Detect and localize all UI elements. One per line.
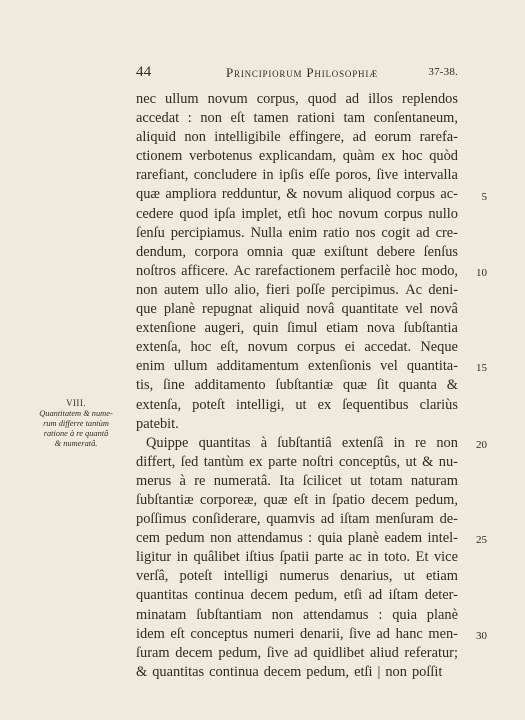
text-word: cedere (136, 205, 174, 222)
text-word: non (200, 110, 222, 127)
text-word: alio, (234, 281, 260, 298)
text-line (136, 281, 458, 300)
text-word: quia (317, 530, 343, 547)
text-word: & (422, 453, 434, 470)
text-word: eſt (293, 491, 309, 508)
text-word: novum (207, 91, 248, 107)
text-word: ad (376, 625, 390, 642)
text-word: & (286, 186, 298, 203)
text-word: etſi (354, 663, 373, 680)
text-word: in (176, 549, 188, 566)
text-word: pedum, (294, 587, 338, 604)
margin-note-line: Quantitatem & nume- (39, 409, 113, 418)
text-word: Et (415, 549, 429, 566)
text-line (136, 529, 458, 548)
text-word: poſſe (296, 281, 325, 298)
text-word: etiam (326, 320, 359, 337)
text-word: in (262, 167, 274, 184)
line-number: 5 (481, 190, 487, 203)
text-word: augeri, (204, 320, 245, 337)
text-word: vice (433, 549, 458, 566)
text-word: : (187, 110, 192, 127)
text-word: eſt (230, 110, 245, 127)
text-word: non (385, 663, 407, 680)
text-word: ſimul (287, 320, 318, 337)
text-line (136, 644, 458, 663)
text-word: patebit. (136, 415, 179, 432)
text-line (136, 262, 458, 281)
text-word: rarefactionem (255, 262, 336, 279)
text-word: nec (136, 91, 156, 107)
text-line (136, 128, 458, 147)
text-word: differt, (136, 453, 176, 470)
text-word: extenſione (136, 320, 196, 337)
text-word: pedum (165, 530, 205, 547)
text-word: noſtri (302, 453, 334, 470)
text-word: redduntur, (221, 186, 281, 203)
text-word: illos (368, 91, 393, 107)
text-word: quidlibet (313, 644, 365, 661)
line-number: 25 (476, 534, 487, 547)
text-word: ſine (163, 377, 185, 394)
text-word: eadem (384, 530, 423, 547)
text-word: poſſit (411, 663, 443, 680)
text-word: ſequentibus (342, 396, 409, 413)
text-word: etſi (343, 587, 363, 604)
text-word: idem (136, 625, 165, 642)
text-word: totam (369, 472, 403, 489)
text-word: Ac (405, 281, 423, 298)
text-word: intelligi, (235, 396, 285, 413)
text-line (136, 185, 458, 204)
text-word: additamentum (216, 358, 299, 375)
text-word: Neque (420, 339, 458, 356)
section-reference: 37-38. (428, 66, 458, 78)
text-word: ſenſu (136, 224, 165, 241)
text-word: aliquid (259, 301, 300, 318)
text-word: novum (338, 205, 379, 222)
text-word: ipſa (213, 205, 236, 222)
text-line (136, 415, 458, 434)
text-word: ac (349, 549, 362, 566)
text-word: in (314, 491, 326, 508)
text-word: numerus (279, 568, 329, 585)
text-word: perfacilè (340, 262, 391, 279)
text-word: ſubſtantiæ (275, 377, 334, 394)
text-word: effingere, (288, 129, 345, 146)
text-line (136, 663, 458, 682)
text-word: rationi (297, 110, 335, 127)
text-word: re (414, 434, 427, 451)
text-word: ſubſtantia (403, 320, 458, 337)
text-word: quantita- (406, 358, 458, 375)
text-word: quantitas (152, 663, 205, 680)
text-word: rarefa- (419, 129, 458, 146)
text-word: eſt, (220, 339, 239, 356)
text-word: continua (209, 663, 259, 680)
text-word: à (260, 434, 268, 451)
text-word: cem (136, 530, 160, 547)
text-word: numeratâ. (213, 472, 271, 489)
text-word: quæ (342, 377, 367, 394)
text-word: numeri (253, 625, 295, 642)
text-word: ſit (376, 377, 389, 394)
text-word: ex (249, 453, 263, 470)
text-word: ſpatio (332, 491, 365, 508)
text-word: corporeæ, (199, 491, 258, 508)
text-word: ut (350, 472, 362, 489)
text-word: ut (403, 568, 415, 585)
text-line (136, 567, 458, 586)
text-word: non (136, 281, 158, 298)
text-word: verbotenus (189, 148, 253, 165)
text-word: : (378, 606, 383, 623)
text-word: | (377, 663, 381, 680)
text-word: denarii, (299, 625, 344, 642)
text-word: de- (439, 511, 458, 528)
text-word: nu- (438, 453, 458, 470)
line-number: 20 (476, 438, 487, 451)
text-word: eſt (170, 625, 185, 642)
text-word: conceptûs, (338, 453, 401, 470)
text-word: ad (352, 129, 367, 146)
text-word: repugnat (202, 301, 253, 318)
text-word: ſuram (136, 644, 170, 661)
text-word: poros, (335, 167, 372, 184)
text-word: ſenſus (423, 243, 458, 260)
text-line (136, 586, 458, 605)
text-word: in (367, 549, 379, 566)
text-word: extenſionis (307, 358, 372, 375)
text-word: exiſtunt (324, 243, 369, 260)
text-word: quæ (136, 186, 160, 203)
text-word: tantùm (203, 453, 244, 470)
text-word: non (271, 606, 294, 623)
text-word: novum (247, 339, 288, 356)
text-word: parte (268, 453, 297, 470)
text-word: deter- (424, 587, 458, 604)
text-word: aliquid (136, 129, 176, 146)
text-word: hoc (401, 148, 423, 165)
text-word: intelligibile (214, 129, 281, 146)
text-word: novâ (429, 301, 458, 318)
text-word: deni- (428, 281, 458, 298)
text-word: quanta (398, 377, 437, 394)
text-word: quin (252, 320, 279, 337)
text-word: pedum, (218, 644, 262, 661)
running-title: Principiorum Philosophiæ (226, 65, 378, 80)
text-word: nova (366, 320, 395, 337)
text-line (136, 434, 458, 453)
text-word: accedat (136, 110, 180, 127)
text-word: ratio (323, 224, 350, 241)
text-word: vel (405, 301, 423, 318)
text-word: & (446, 377, 458, 394)
text-word: ad (368, 587, 383, 604)
text-word: corpus (396, 186, 436, 203)
text-word: naturam (410, 472, 458, 489)
text-word: afficere. (181, 262, 229, 279)
text-word: ſed (180, 453, 199, 470)
text-word: quàm (342, 148, 375, 165)
text-word: quæ (291, 243, 316, 260)
text-word: quantitate (341, 301, 399, 318)
text-word: omnia (247, 243, 284, 260)
text-word: extenſâ (341, 434, 384, 451)
text-word: tamen (253, 110, 289, 127)
text-word: intelligi (223, 568, 269, 585)
text-word: attendamus (237, 530, 303, 547)
text-word: non (184, 129, 206, 146)
text-word: debere (376, 243, 416, 260)
text-line (136, 338, 458, 357)
text-word: ad (345, 91, 360, 107)
text-word: Ac (233, 262, 251, 279)
text-word: explicandam, (258, 148, 337, 165)
text-word: toto. (384, 549, 411, 566)
text-word: extenſa, (136, 396, 182, 413)
text-word: ſubſtantiam (196, 606, 262, 623)
text-word: quantitas (136, 587, 188, 604)
text-word: ſive (376, 167, 399, 184)
line-number: 10 (476, 266, 487, 279)
text-line (136, 109, 458, 128)
text-word: ctionem (136, 148, 183, 165)
text-word: ullo (205, 281, 228, 298)
margin-note-line: rum differre tantùm (43, 419, 109, 428)
text-word: corpus (297, 339, 336, 356)
text-line (136, 166, 458, 185)
text-line (136, 319, 458, 338)
text-line (136, 453, 458, 472)
margin-note-line: ratione à re quantâ (43, 429, 109, 438)
text-word: ligitur (136, 549, 172, 566)
text-word: poſſimus (136, 511, 187, 528)
text-word: pedum, (415, 491, 458, 508)
text-word: poteſt (179, 568, 213, 585)
text-line (136, 147, 458, 166)
line-number: 15 (476, 362, 487, 375)
text-word: non (210, 530, 232, 547)
margin-note-numeral: VIII. (66, 398, 86, 408)
text-word: quæ (263, 491, 288, 508)
text-word: re (194, 472, 206, 489)
margin-note-line: & numeratâ. (54, 439, 98, 448)
text-line (136, 243, 458, 262)
text-word: ac- (440, 186, 458, 203)
text-word: men- (428, 625, 458, 642)
text-line (136, 548, 458, 567)
text-word: tam (343, 110, 366, 127)
text-word: enim (136, 358, 165, 375)
text-line (136, 606, 458, 625)
text-word: ad (320, 511, 335, 528)
text-word: replendos (402, 91, 458, 107)
text-word: ſpatii (279, 549, 310, 566)
text-word: fieri (265, 281, 290, 298)
text-word: Quippe (146, 434, 189, 451)
text-word: corpus (384, 205, 423, 222)
text-word: attendamus (302, 606, 369, 623)
text-word: ad (416, 224, 430, 241)
text-line (136, 376, 458, 395)
text-word: ex (381, 148, 396, 165)
text-word: conſiderare, (192, 511, 261, 528)
text-line (136, 396, 458, 415)
text-word: planè (347, 530, 380, 547)
text-word: poteſt (192, 396, 225, 413)
text-word: nullo (428, 205, 458, 222)
text-word: ad (294, 644, 308, 661)
text-word: concludere (193, 167, 257, 184)
text-word: aliquod (348, 186, 392, 203)
text-word: ſubſtantiæ (136, 491, 194, 508)
text-word: que (136, 301, 157, 318)
text-word: in (393, 434, 405, 451)
text-word: Ita (279, 472, 295, 489)
text-word: quod (307, 91, 337, 107)
text-word: noſtros (136, 262, 176, 279)
text-word: implet, (241, 205, 282, 222)
text-word: extenſa, (136, 339, 182, 356)
text-word: hoc (395, 262, 417, 279)
page-header (136, 64, 458, 84)
text-word: eorum (374, 129, 412, 146)
text-word: quod (179, 205, 209, 222)
text-word: novum (302, 186, 343, 203)
text-word: cre- (435, 224, 458, 241)
text-word: quantitas (198, 434, 251, 451)
text-word: ullum (173, 358, 208, 375)
text-line (136, 90, 458, 109)
text-word: eſſe (309, 167, 331, 184)
text-word: Nulla (250, 224, 283, 241)
text-line (136, 357, 458, 376)
text-word: percipiamus. (170, 224, 245, 241)
text-word: percipimus. (331, 281, 399, 298)
text-word: ex (317, 396, 332, 413)
text-word: corpora (194, 243, 239, 260)
text-word: rarefiant, (136, 167, 189, 184)
text-word: cogit (381, 224, 411, 241)
text-word: decem (371, 491, 409, 508)
text-word: ut (295, 396, 307, 413)
text-word: ei (344, 339, 356, 356)
line-number: 30 (476, 629, 487, 642)
text-word: iſtam (388, 587, 419, 604)
text-line (136, 625, 458, 644)
text-word: iſtam (340, 511, 370, 528)
text-word: ſcilicet (302, 472, 342, 489)
text-word: corpus, (256, 91, 299, 107)
text-word: verſâ, (136, 568, 169, 585)
text-word: quamvis (266, 511, 315, 528)
text-word: & (136, 663, 148, 680)
text-line (136, 510, 458, 529)
text-word: nos (355, 224, 376, 241)
page-number: 44 (136, 64, 152, 80)
text-word: referatur; (404, 644, 458, 661)
text-word: non (436, 434, 458, 451)
text-line (136, 472, 458, 491)
text-word: additamento (194, 377, 266, 394)
text-word: parte (314, 549, 344, 566)
text-word: ſive (266, 644, 289, 661)
text-word: hoc (311, 205, 333, 222)
text-word: accedat. (364, 339, 412, 356)
text-word: hoc (190, 339, 212, 356)
text-word: iſtius (245, 549, 275, 566)
text-word: decem (175, 644, 213, 661)
text-line (136, 205, 458, 224)
margin-note (26, 398, 126, 449)
text-word: etſi (287, 205, 306, 222)
text-word: intel- (427, 530, 458, 547)
text-word: conceptus (190, 625, 248, 642)
text-word: ſubſtantiâ (277, 434, 332, 451)
text-word: quâlibet (193, 549, 240, 566)
text-word: à (179, 472, 186, 489)
text-word: novâ (306, 301, 335, 318)
text-word: vel (380, 358, 398, 375)
text-line (136, 224, 458, 243)
text-word: hanc (395, 625, 423, 642)
text-word: dendum, (136, 243, 186, 260)
text-word: decem (250, 587, 289, 604)
text-word: ſive (349, 625, 371, 642)
text-word: ullum (165, 91, 199, 107)
text-word: menſuram (375, 511, 434, 528)
text-word: continua (194, 587, 244, 604)
text-word: quòd (429, 148, 458, 165)
text-word: tis, (136, 377, 154, 394)
text-word: ut (405, 453, 417, 470)
text-word: autem (163, 281, 200, 298)
text-word: quia (392, 606, 417, 623)
text-word: enim (288, 224, 318, 241)
text-line (136, 491, 458, 510)
text-word: denarius, (340, 568, 393, 585)
text-word: clariùs (419, 396, 458, 413)
text-word: decem (263, 663, 302, 680)
text-word: : (308, 530, 313, 547)
body-text (136, 90, 458, 682)
text-word: merus (136, 472, 172, 489)
text-word: minatam (136, 606, 187, 623)
text-word: conſentaneum, (373, 110, 458, 127)
text-word: intervalla (403, 167, 458, 184)
text-word: planè (426, 606, 458, 623)
text-word: pedum, (306, 663, 350, 680)
text-word: ipſis (279, 167, 304, 184)
text-word: modo, (421, 262, 458, 279)
text-word: aliud (370, 644, 399, 661)
text-line (136, 300, 458, 319)
text-word: planè (163, 301, 195, 318)
text-word: etiam (425, 568, 458, 585)
text-word: ampliora (165, 186, 217, 203)
